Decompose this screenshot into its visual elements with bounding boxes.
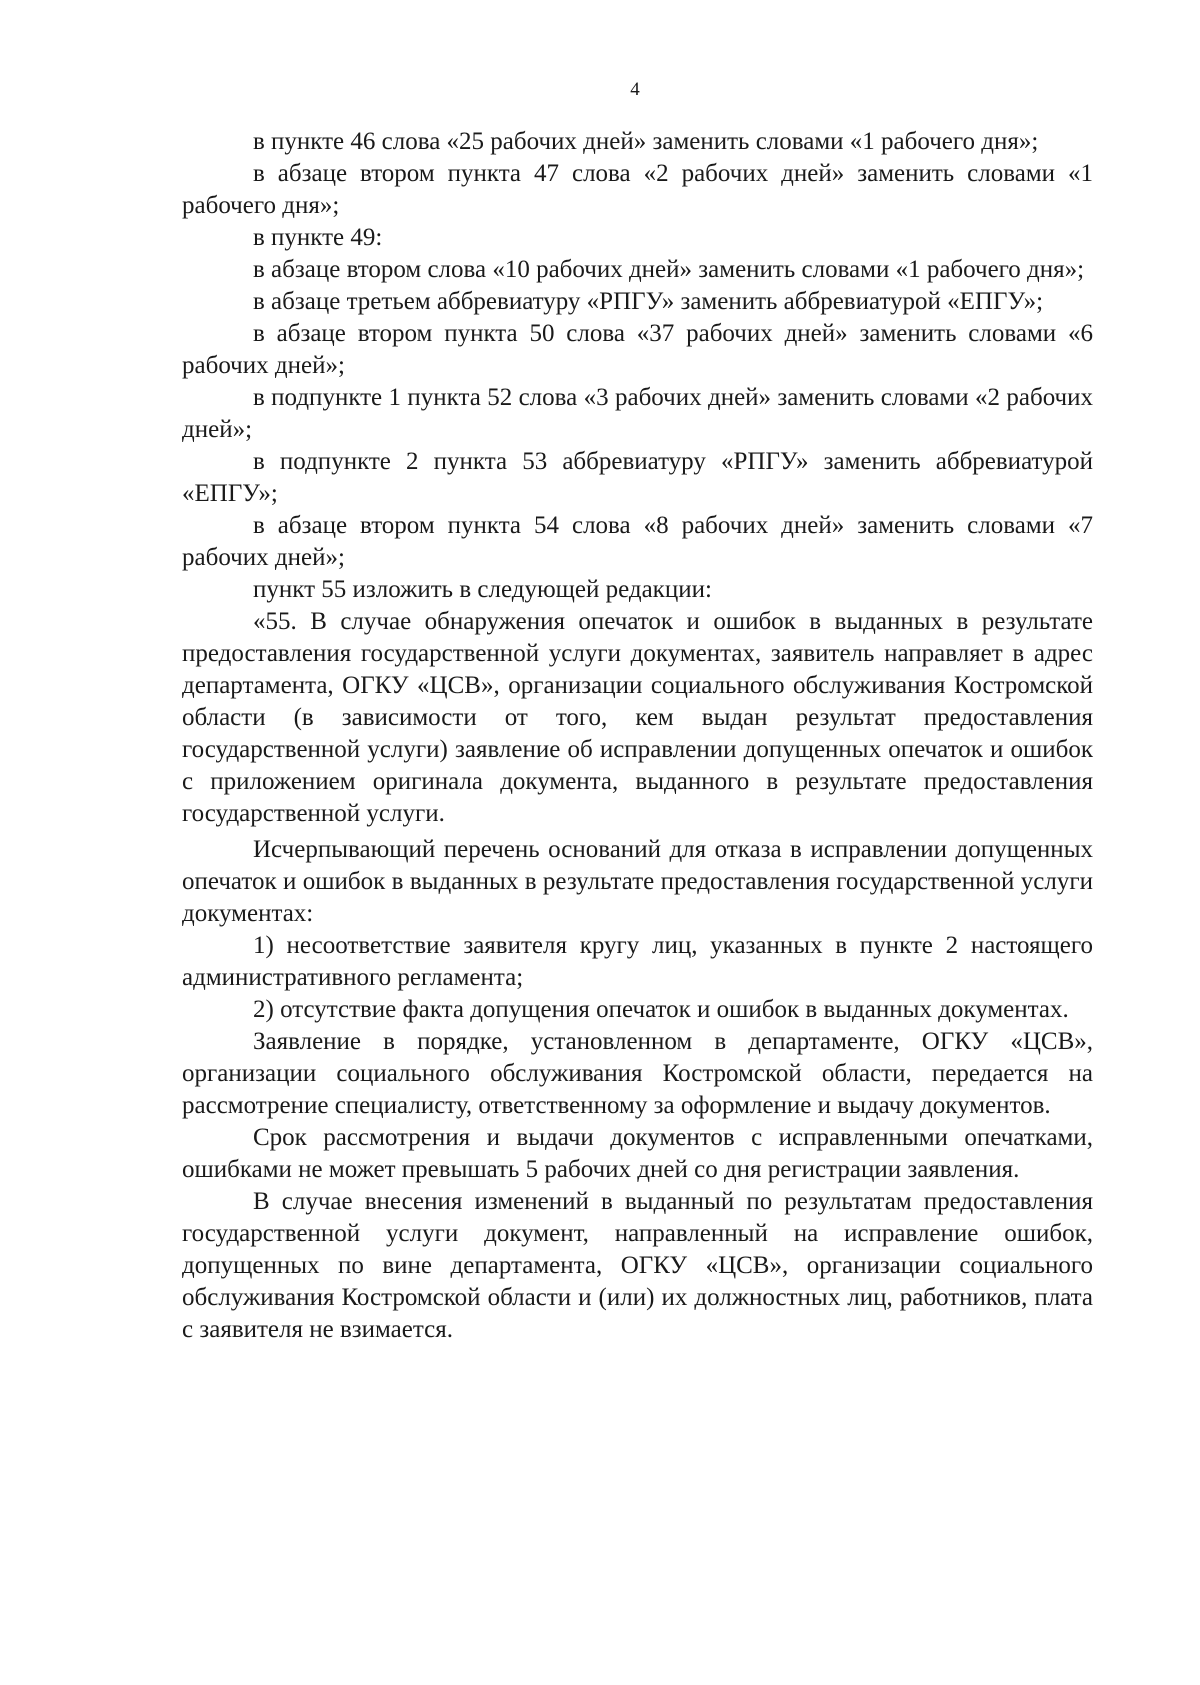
page-number: 4: [630, 79, 640, 100]
document-body: [182, 126, 1093, 1346]
paragraph-2: в абзаце втором пункта 47 слова «2 рабочих дней» заменить словами «1 рабочего дня»;: [182, 160, 1093, 219]
paragraph-10: пункт 55 изложить в следующей редакции:: [253, 576, 712, 603]
paragraph-9: в абзаце втором пункта 54 слова «8 рабочих дней» заменить словами «7 рабочих дней»;: [182, 512, 1093, 571]
paragraph-17: В случае внесения изменений в выданный по результатам предоставления государственной услуги документ, направленный на исправление ошибок, допущенных по вине департамента, ОГКУ «ЦСВ», организации социального обслуживания Костромской области и (или) их должностных лиц, работников, плата с заявителя не взимается.: [182, 1188, 1093, 1343]
paragraph-4: в абзаце втором слова «10 рабочих дней» заменить словами «1 рабочего дня»;: [253, 256, 1085, 283]
paragraph-11: «55. В случае обнаружения опечаток и ошибок в выданных в результате предоставления государственной услуги документах, заявитель направляет в адрес департамента, ОГКУ «ЦСВ», организации социального обслуживания Костромской области (в зависимости от того, кем выдан результат предоставления государственной услуги) заявление об исправлении допущенных опечаток и ошибок с приложением оригинала документа, выданного в результате предоставления государственной услуги.: [182, 608, 1093, 827]
paragraph-5: в абзаце третьем аббревиатуру «РПГУ» заменить аббревиатурой «ЕПГУ»;: [253, 288, 1044, 315]
paragraph-3: в пункте 49:: [253, 224, 383, 251]
paragraph-14: 2) отсутствие факта допущения опечаток и ошибок в выданных документах.: [253, 996, 1069, 1023]
paragraph-7: в подпункте 1 пункта 52 слова «3 рабочих дней» заменить словами «2 рабочих дней»;: [182, 384, 1093, 443]
paragraph-8: в подпункте 2 пункта 53 аббревиатуру «РПГУ» заменить аббревиатурой «ЕПГУ»;: [182, 448, 1093, 507]
paragraph-6: в абзаце втором пункта 50 слова «37 рабочих дней» заменить словами «6 рабочих дней»;: [182, 320, 1093, 379]
paragraph-12: Исчерпывающий перечень оснований для отказа в исправлении допущенных опечаток и ошибок в выданных в результате предоставления государственной услуги документах:: [182, 836, 1093, 927]
paragraph-13: 1) несоответствие заявителя кругу лиц, указанных в пункте 2 настоящего административного регламента;: [182, 932, 1093, 991]
paragraph-15: Заявление в порядке, установленном в департаменте, ОГКУ «ЦСВ», организации социального обслуживания Костромской области, передается на рассмотрение специалисту, ответственному за оформление и выдачу документов.: [182, 1028, 1093, 1119]
paragraph-16: Срок рассмотрения и выдачи документов с исправленными опечатками, ошибками не может превышать 5 рабочих дней со дня регистрации заявления.: [182, 1124, 1093, 1183]
paragraph-1: в пункте 46 слова «25 рабочих дней» заменить словами «1 рабочего дня»;: [253, 128, 1039, 155]
